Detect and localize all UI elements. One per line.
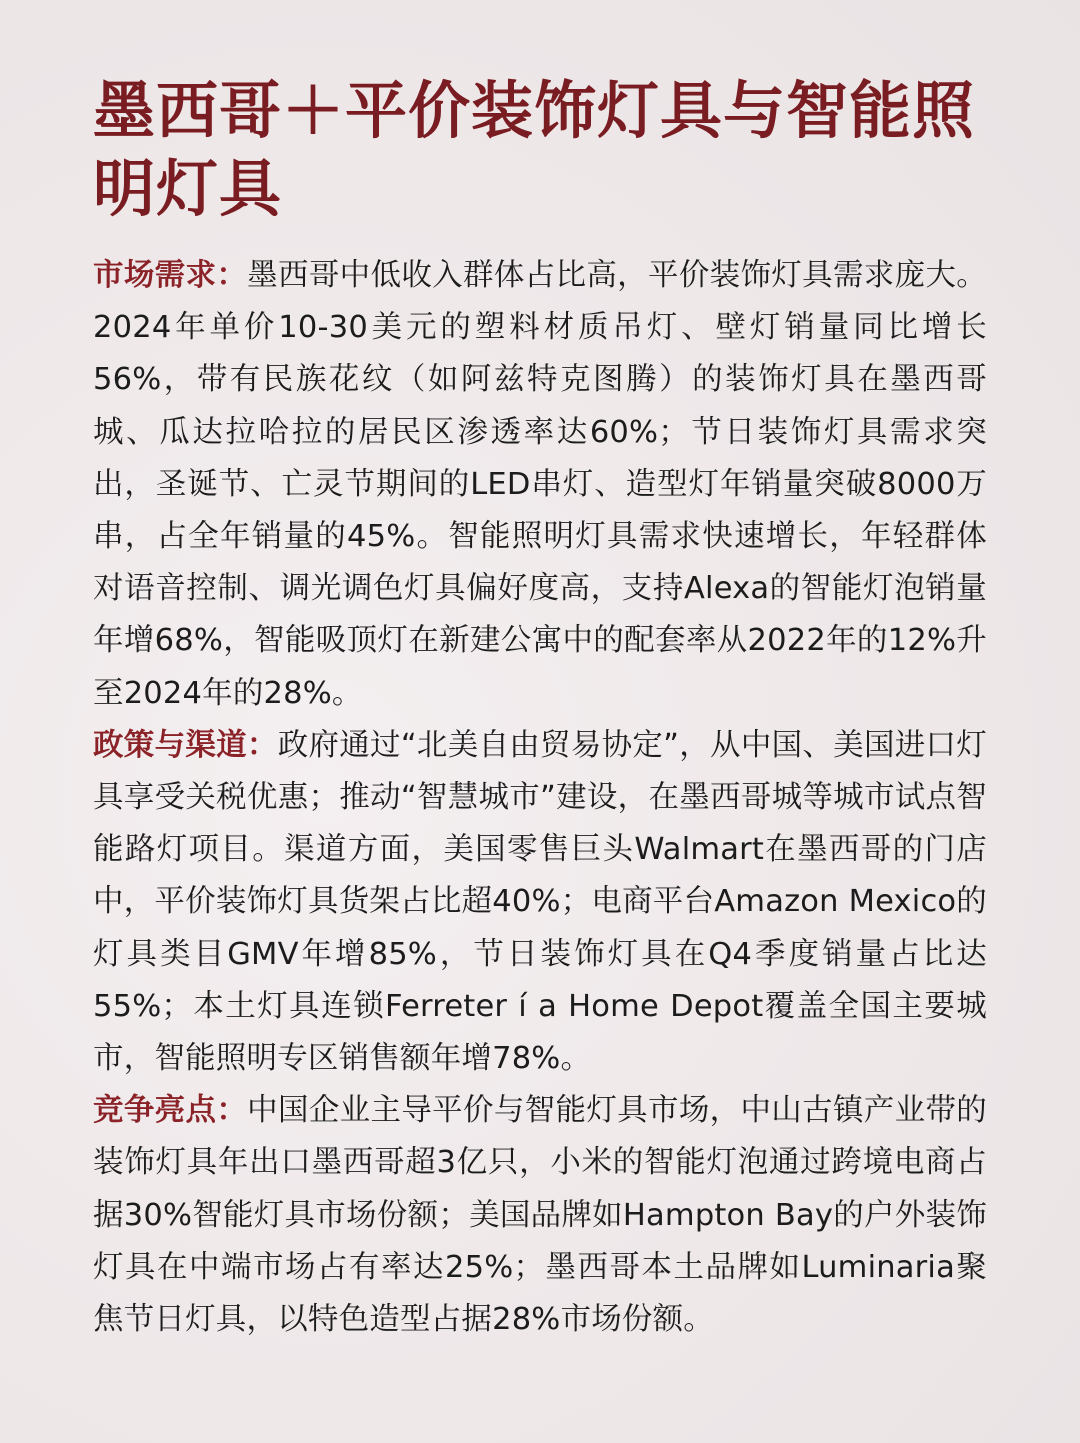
section-policy-channels (93, 720, 987, 1085)
section-competition (93, 1085, 987, 1346)
section-label: 市场需求： (93, 258, 248, 293)
section-label: 政策与渠道： (93, 727, 278, 763)
section-label: 竞争亮点： (93, 1093, 248, 1129)
section-text: 政府通过“北美自由贸易协定”，从中国、美国进口灯具享受关税优惠；推动“智慧城市”建设，在墨西哥城等城市试点智能路灯项目。渠道方面，美国零售巨头Walmart在墨西哥的门店中，平价装饰灯具货架占比超40%；电商平台Amazon Mexico的灯具类目GMV年增85%，节日装饰灯具在Q4季度销量占比达55%；本土灯具连锁Ferreter í a Home Depot覆盖全国主要城市，智能照明专区销售额年增78%。 (93, 727, 987, 1077)
section-market-demand (93, 250, 987, 720)
page-title: 墨西哥＋平价装饰灯具与智能照明灯具 (93, 74, 976, 225)
section-text: 墨西哥中低收入群体占比高，平价装饰灯具需求庞大。2024年单价10-30美元的塑料材质吊灯、壁灯销量同比增长56%，带有民族花纹（如阿兹特克图腾）的装饰灯具在墨西哥城、瓜达拉哈拉的居民区渗透率达60%；节日装饰灯具需求突出，圣诞节、亡灵节期间的LED串灯、造型灯年销量突破8000万串，占全年销量的45%。智能照明灯具需求快速增长，年轻群体对语音控制、调光调色灯具偏好度高，支持Alexa的智能灯泡销量年增68%，智能吸顶灯在新建公寓中的配套率从2022年的12%升至2024年的28%。 (93, 258, 987, 711)
section-text: 中国企业主导平价与智能灯具市场，中山古镇产业带的装饰灯具年出口墨西哥超3亿只，小米的智能灯泡通过跨境电商占据30%智能灯具市场份额；美国品牌如Hampton Bay的户外装饰灯具在中端市场占有率达25%；墨西哥本土品牌如Luminaria聚焦节日灯具，以特色造型占据28%市场份额。 (93, 1093, 987, 1338)
article-body (93, 250, 987, 1346)
